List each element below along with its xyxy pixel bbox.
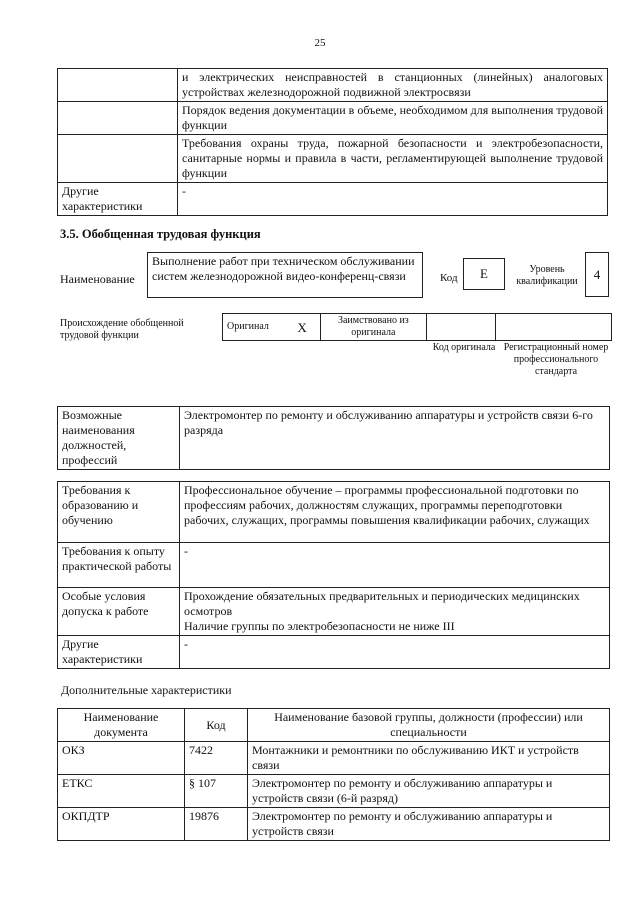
positions-label: Возможные наименования должностей, профессий bbox=[58, 407, 180, 470]
safety-requirement-cell: Требования охраны труда, пожарной безопасности и электробезопасности, санитарные нормы и правила в части, регламентирующей выполнение трудовой функции bbox=[178, 135, 608, 183]
additional-table bbox=[57, 708, 610, 841]
header-group-name: Наименование базовой группы, должности (профессии) или специальности bbox=[248, 709, 610, 742]
code-value-box: E bbox=[463, 258, 505, 290]
table-row bbox=[58, 775, 610, 808]
empty-label-cell bbox=[58, 69, 178, 102]
reg-number-caption: Регистрационный номер профессионального стандарта bbox=[503, 342, 609, 377]
empty-label-cell bbox=[58, 135, 178, 183]
row-code: 7422 bbox=[185, 742, 248, 775]
admission-conditions-value bbox=[180, 588, 610, 636]
row-group-name: Электромонтер по ремонту и обслуживанию аппаратуры и устройств связи (6-й разряд) bbox=[248, 775, 610, 808]
education-label: Требования к образованию и обучению bbox=[58, 482, 180, 543]
additional-title: Дополнительные характеристики bbox=[61, 683, 232, 697]
original-mark: X bbox=[285, 314, 320, 341]
positions-table bbox=[57, 406, 610, 470]
level-label: Уровень квалификации bbox=[516, 264, 578, 287]
reg-number-cell bbox=[496, 314, 612, 341]
row-document: ОКЗ bbox=[58, 742, 185, 775]
page-number: 25 bbox=[314, 37, 326, 49]
other-characteristics-value: - bbox=[178, 183, 608, 216]
row-group-name: Электромонтер по ремонту и обслуживанию аппаратуры и устройств связи bbox=[248, 808, 610, 841]
section-title: 3.5. Обобщенная трудовая функция bbox=[60, 227, 261, 241]
row-group-name: Монтажники и ремонтники по обслуживанию ИКТ и устройств связи bbox=[248, 742, 610, 775]
other-characteristics-label-2: Другие характеристики bbox=[58, 636, 180, 669]
medical-exam-line: Прохождение обязательных предварительных и периодических медицинских осмотров bbox=[184, 589, 580, 618]
function-name-box: Выполнение работ при техническом обслуживании систем железнодорожной видео-конференц-связи bbox=[147, 252, 423, 298]
header-code: Код bbox=[185, 709, 248, 742]
table-row bbox=[58, 742, 610, 775]
positions-value: Электромонтер по ремонту и обслуживанию аппаратуры и устройств связи 6-го разряда bbox=[180, 407, 610, 470]
requirements-table bbox=[57, 481, 610, 669]
code-label: Код bbox=[440, 272, 458, 284]
original-label: Оригинал bbox=[223, 314, 285, 341]
borrowed-label: Заимствовано из оригинала bbox=[320, 314, 427, 341]
experience-label: Требования к опыту практической работы bbox=[58, 543, 180, 588]
admission-conditions-label: Особые условия допуска к работе bbox=[58, 588, 180, 636]
other-characteristics-label: Другие характеристики bbox=[58, 183, 178, 216]
continuation-text-cell: и электрических неисправностей в станционных (линейных) аналоговых устройствах железнодорожной подвижной электросвязи bbox=[178, 69, 608, 102]
row-document: ЕТКС bbox=[58, 775, 185, 808]
table-row bbox=[58, 808, 610, 841]
other-characteristics-value-2: - bbox=[180, 636, 610, 669]
experience-value: - bbox=[180, 543, 610, 588]
row-code: § 107 bbox=[185, 775, 248, 808]
level-value-box: 4 bbox=[585, 252, 609, 297]
header-document: Наименование документа bbox=[58, 709, 185, 742]
electrical-safety-line: Наличие группы по электробезопасности не ниже III bbox=[184, 619, 455, 633]
name-label: Наименование bbox=[60, 272, 135, 286]
education-value: Профессиональное обучение – программы профессиональной подготовки по профессиям рабочих, должностям служащих, программы переподготовки рабочих, служащих, программы повышения квалификации рабочих, служащих bbox=[180, 482, 610, 543]
row-code: 19876 bbox=[185, 808, 248, 841]
documentation-requirement-cell: Порядок ведения документации в объеме, необходимом для выполнения трудовой функции bbox=[178, 102, 608, 135]
empty-label-cell bbox=[58, 102, 178, 135]
code-original-cell bbox=[427, 314, 496, 341]
code-original-caption: Код оригинала bbox=[432, 342, 496, 353]
origin-label: Происхождение обобщенной трудовой функции bbox=[60, 318, 184, 341]
origin-table bbox=[222, 313, 612, 341]
top-continuation-table bbox=[57, 68, 608, 216]
row-document: ОКПДТР bbox=[58, 808, 185, 841]
